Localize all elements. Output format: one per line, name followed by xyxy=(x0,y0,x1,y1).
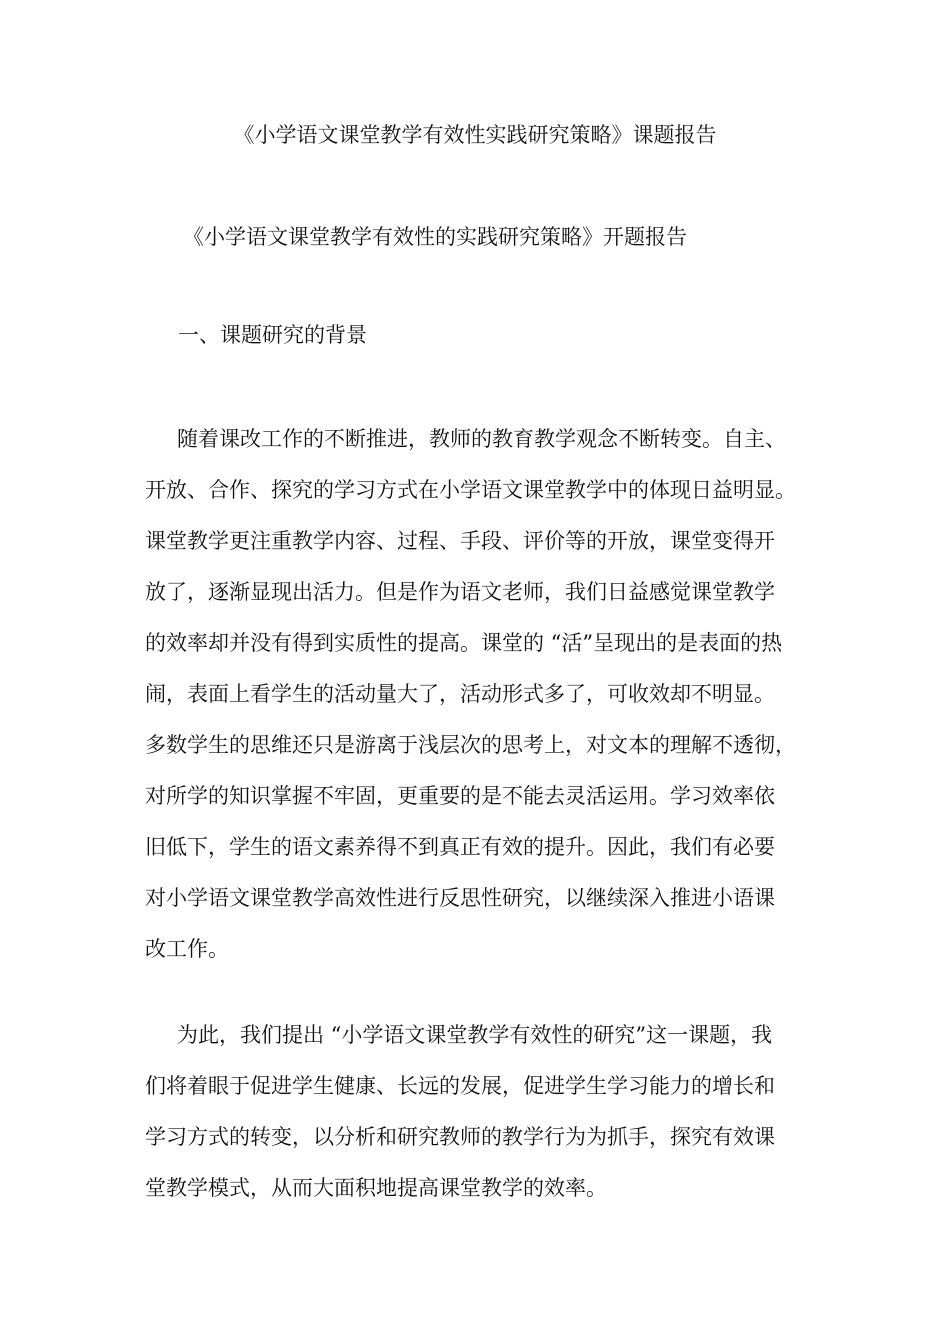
section-heading: 一、课题研究的背景 xyxy=(178,323,367,347)
document-title: 《小学语文课堂教学有效性实践研究策略》课题报告 xyxy=(233,123,717,147)
paragraph-line: 放了，逐渐显现出活力。但是作为语文老师，我们日益感觉课堂教学 xyxy=(145,580,775,604)
paragraph-line: 为此，我们提出 “小学语文课堂教学有效性的研究”这一课题，我 xyxy=(177,1023,773,1047)
paragraph-line: 旧低下，学生的语文素养得不到真正有效的提升。因此，我们有必要 xyxy=(145,835,775,859)
paragraph-line: 的效率却并没有得到实质性的提高。课堂的 “活”呈现出的是表面的热 xyxy=(145,631,783,655)
paragraph-line: 随着课改工作的不断推进，教师的教育教学观念不断转变。自主、 xyxy=(177,427,786,451)
paragraph-line: 闹，表面上看学生的活动量大了，活动形式多了，可收效却不明显。 xyxy=(145,682,775,706)
paragraph-proposal xyxy=(145,1010,813,1214)
paragraph-line: 堂教学模式，从而大面积地提高课堂教学的效率。 xyxy=(145,1176,607,1200)
paragraph-line: 对小学语文课堂教学高效性进行反思性研究，以继续深入推进小语课 xyxy=(145,886,775,910)
paragraph-line: 们将着眼于促进学生健康、长远的发展，促进学生学习能力的增长和 xyxy=(145,1074,775,1098)
paragraph-line: 学习方式的转变，以分析和研究教师的教学行为为抓手，探究有效课 xyxy=(145,1125,775,1149)
paragraph-line: 对所学的知识掌握不牢固，更重要的是不能去灵活运用。学习效率依 xyxy=(145,784,775,808)
paragraph-line: 多数学生的思维还只是游离于浅层次的思考上，对文本的理解不透彻， xyxy=(145,733,796,757)
paragraph-background xyxy=(145,414,813,975)
document-subtitle: 《小学语文课堂教学有效性的实践研究策略》开题报告 xyxy=(183,225,687,249)
paragraph-line: 改工作。 xyxy=(145,937,229,961)
paragraph-line: 开放、合作、探究的学习方式在小学语文课堂教学中的体现日益明显。 xyxy=(145,478,796,502)
paragraph-line: 课堂教学更注重教学内容、过程、手段、评价等的开放，课堂变得开 xyxy=(145,529,775,553)
